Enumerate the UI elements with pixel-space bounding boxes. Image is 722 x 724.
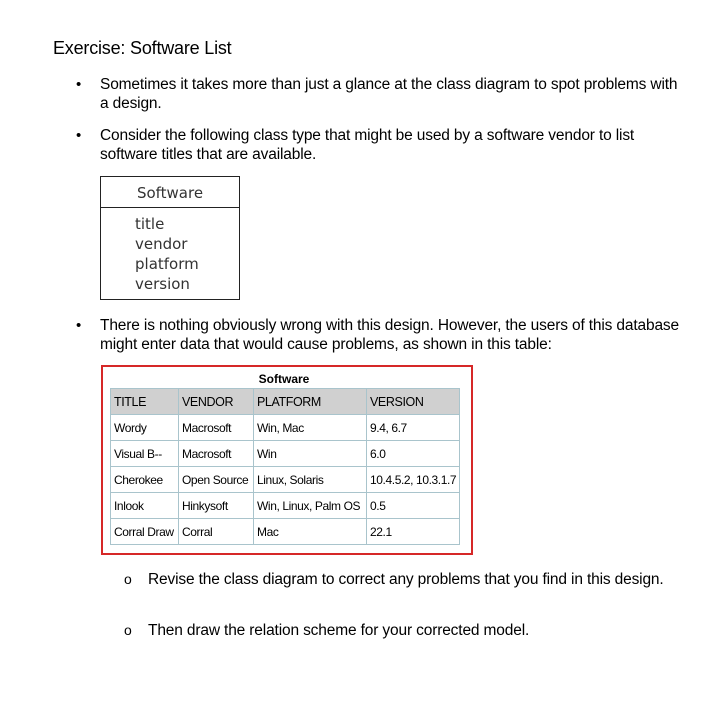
table-row [111, 415, 460, 441]
sub-bullet-item [124, 621, 688, 640]
bullet-text: Consider the following class type that might be used by a software vendor to list software titles that are available. [100, 127, 635, 163]
sub-bullet-circle-icon: o [124, 571, 132, 587]
table-cell: Mac [254, 519, 367, 545]
uml-attribute: vendor [135, 235, 188, 253]
table-cell: Corral [179, 519, 254, 545]
table-cell: 22.1 [367, 519, 460, 545]
column-header-version: VERSION [367, 389, 460, 415]
table-row [111, 467, 460, 493]
sub-bullet-item [124, 570, 688, 589]
table-cell: 10.4.5.2, 10.3.1.7 [367, 467, 460, 493]
table-cell: Cherokee [111, 467, 179, 493]
table-cell: Linux, Solaris [254, 467, 367, 493]
table-cell: Corral Draw [111, 519, 179, 545]
table-cell: Macrosoft [179, 415, 254, 441]
bullet-dot-icon: • [76, 76, 82, 93]
table-cell: Visual B-- [111, 441, 179, 467]
table-cell: Wordy [111, 415, 179, 441]
bullet-dot-icon: • [76, 127, 82, 144]
table-cell: 0.5 [367, 493, 460, 519]
table-cell: Inlook [111, 493, 179, 519]
page-title: Exercise: Software List [53, 38, 232, 58]
bullet-item [76, 75, 680, 113]
uml-class-name: Software [101, 177, 239, 208]
bullet-item [76, 126, 680, 164]
software-table-frame [101, 365, 473, 555]
table-cell: Win, Mac [254, 415, 367, 441]
sub-bullet-text: Then draw the relation scheme for your corrected model. [148, 622, 530, 639]
uml-attribute-list [101, 208, 239, 294]
table-header-row [111, 389, 460, 415]
column-header-platform: PLATFORM [254, 389, 367, 415]
table-cell: Open Source [179, 467, 254, 493]
software-table [110, 388, 460, 545]
column-header-vendor: VENDOR [179, 389, 254, 415]
table-cell: Hinkysoft [179, 493, 254, 519]
uml-attribute: version [135, 275, 190, 293]
column-header-title: TITLE [111, 389, 179, 415]
uml-class-diagram [100, 176, 240, 300]
table-cell: Win [254, 441, 367, 467]
table-row [111, 493, 460, 519]
table-cell: 6.0 [367, 441, 460, 467]
table-row [111, 441, 460, 467]
table-cell: 9.4, 6.7 [367, 415, 460, 441]
table-cell: Win, Linux, Palm OS [254, 493, 367, 519]
bullet-dot-icon: • [76, 317, 82, 334]
table-cell: Macrosoft [179, 441, 254, 467]
bullet-text: There is nothing obviously wrong with this design. However, the users of this database might enter data that would cause problems, as shown in this table: [100, 317, 680, 353]
bullet-text: Sometimes it takes more than just a glance at the class diagram to spot problems with a design. [100, 76, 678, 112]
bullet-item [76, 316, 680, 354]
uml-attribute: title [135, 215, 165, 233]
table-row [111, 519, 460, 545]
sub-bullet-circle-icon: o [124, 622, 132, 638]
table-caption: Software [258, 372, 310, 386]
sub-bullet-text: Revise the class diagram to correct any problems that you find in this design. [148, 571, 664, 588]
uml-attribute: platform [135, 255, 199, 273]
